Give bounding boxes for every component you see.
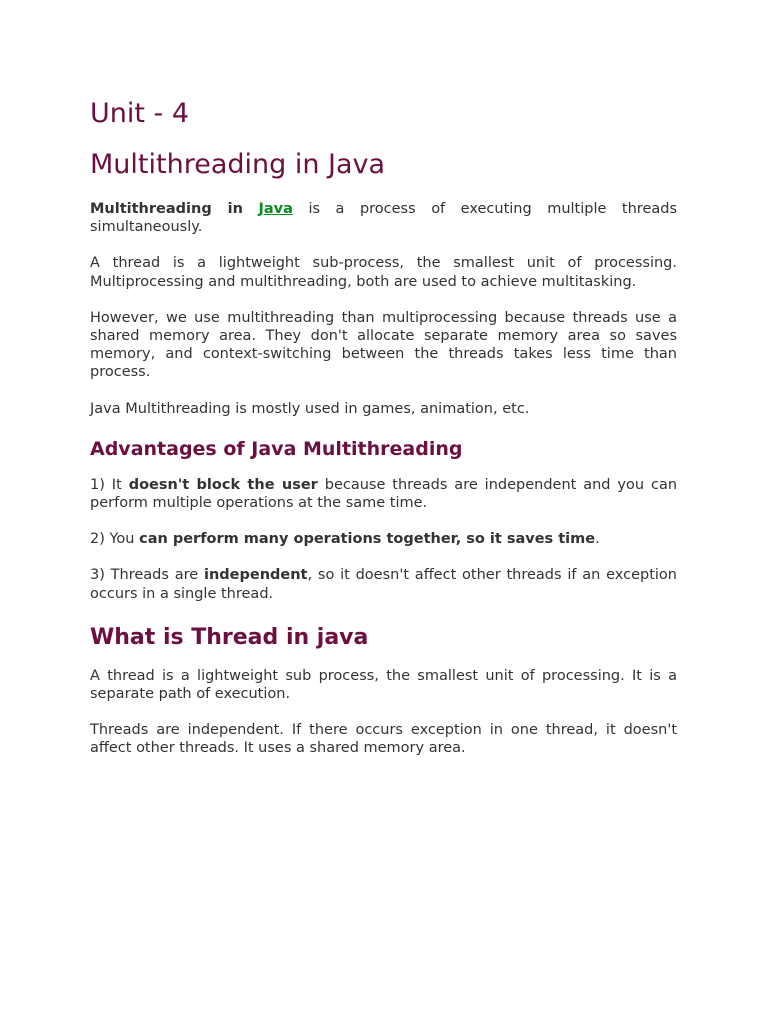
document-page — [90, 96, 677, 758]
unit-title: Unit - 4 — [90, 98, 190, 129]
adv3-bold: independent — [203, 567, 308, 584]
intro-text: is a process of executing multiple threads simultaneously. — [90, 201, 678, 236]
adv1-pre: 1) It — [90, 476, 122, 493]
intro-bold: Multithreading in — [90, 201, 243, 217]
adv3-pre: 3) Threads are — [90, 567, 199, 584]
thread-paragraph-1: A thread is a lightweight sub process, the smallest unit of processing. It is a separate path of execution. — [90, 667, 677, 703]
advantages-heading: Advantages of Java Multithreading — [90, 437, 463, 460]
paragraph-uses: Java Multithreading is mostly used in games, animation, etc. — [90, 400, 530, 417]
intro-paragraph — [90, 200, 677, 236]
adv2-pre: 2) You — [90, 531, 135, 548]
paragraph-thread-definition: A thread is a lightweight sub-process, the smallest unit of processing. Multiprocessing and multithreading, both are used to achieve multitasking. — [90, 255, 677, 290]
adv2-post: . — [595, 531, 600, 548]
thread-heading: What is Thread in java — [90, 624, 369, 650]
advantage-item-3 — [90, 566, 677, 602]
java-link[interactable]: Java — [258, 201, 293, 217]
advantage-item-1 — [90, 476, 677, 512]
advantage-item-2 — [90, 530, 677, 548]
thread-paragraph-2: Threads are independent. If there occurs exception in one thread, it doesn't affect other threads. It uses a shared memory area. — [90, 722, 677, 757]
adv1-bold: doesn't block the user — [128, 476, 318, 493]
adv3-post: , so it doesn't affect other threads if an exception occurs in a single thread. — [90, 567, 677, 602]
page-title: Multithreading in Java — [90, 149, 386, 180]
adv1-post: because threads are independent and you can perform multiple operations at the same time. — [90, 476, 678, 512]
adv2-bold: can perform many operations together, so it saves time — [139, 531, 596, 548]
paragraph-multiprocessing: However, we use multithreading than multiprocessing because threads use a shared memory area. They don't allocate separate memory area so saves memory, and context-switching between the threads takes less time than process. — [90, 309, 677, 381]
